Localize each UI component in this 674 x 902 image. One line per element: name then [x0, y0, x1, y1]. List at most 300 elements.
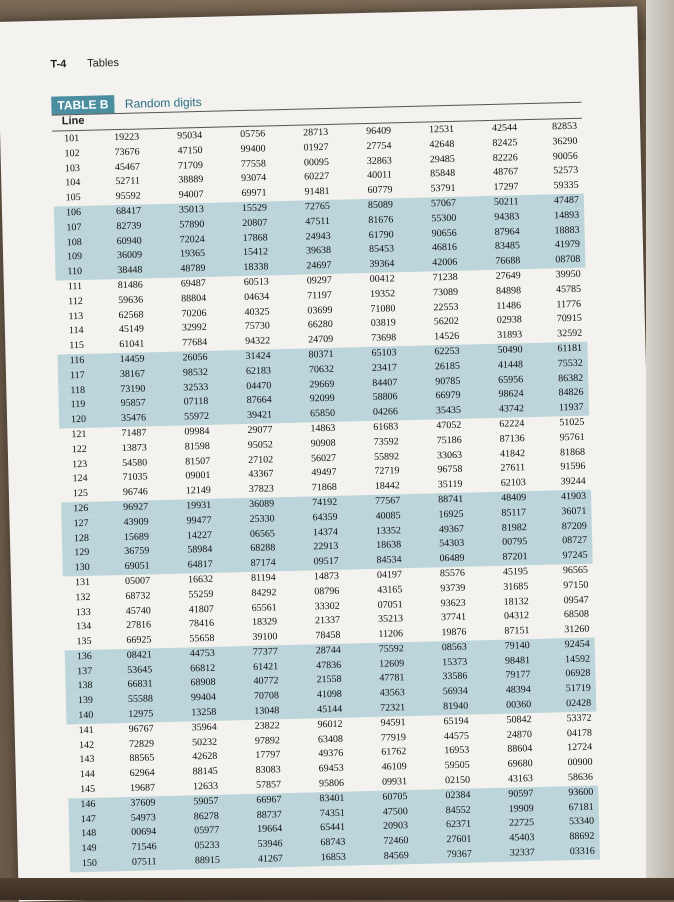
digit-group: 96927 [123, 501, 149, 513]
digit-group: 41098 [316, 689, 343, 701]
digit-group: 72829 [128, 738, 155, 750]
digit-group: 77558 [240, 158, 267, 170]
digit-group: 40325 [244, 305, 270, 318]
line-number: 146 [80, 798, 96, 811]
digit-group: 99400 [240, 143, 266, 155]
digit-group: 72460 [383, 835, 409, 848]
digit-group: 11937 [558, 401, 584, 414]
digit-group: 35213 [377, 613, 404, 626]
digit-group: 29669 [309, 378, 335, 390]
digit-group: 82226 [492, 151, 518, 164]
digit-group: 45195 [502, 566, 529, 578]
digit-group: 14459 [119, 353, 145, 366]
digit-group: 73089 [432, 286, 459, 299]
digit-group: 02150 [444, 774, 471, 787]
digit-group: 85453 [368, 243, 395, 256]
digit-group: 47150 [177, 144, 203, 157]
digit-group: 19876 [441, 626, 467, 639]
digit-group: 96758 [437, 464, 463, 476]
digit-group: 04634 [244, 291, 270, 303]
digit-group: 04312 [503, 610, 530, 623]
digit-group: 08796 [314, 585, 340, 598]
digit-group: 84569 [383, 850, 409, 862]
digit-group: 56202 [433, 316, 459, 328]
digit-group: 45467 [114, 161, 141, 173]
digit-group: 33302 [314, 600, 340, 612]
digit-group: 01927 [303, 141, 329, 154]
digit-group: 71080 [370, 302, 396, 315]
digit-group: 49367 [438, 523, 465, 535]
digit-group: 78416 [188, 618, 215, 630]
digit-group: 62253 [434, 345, 460, 358]
digit-group: 88915 [194, 854, 221, 867]
digit-group: 48789 [180, 263, 206, 275]
line-number: 150 [81, 857, 98, 870]
digit-group: 97892 [254, 734, 281, 747]
digit-group: 88804 [181, 292, 207, 305]
digit-group: 87664 [246, 394, 272, 407]
digit-group: 36071 [561, 505, 587, 518]
digit-group: 95806 [318, 777, 345, 790]
digit-group: 35476 [120, 412, 147, 425]
digit-group: 22725 [508, 817, 535, 830]
digit-group: 09517 [313, 555, 339, 568]
digit-group: 17797 [255, 749, 281, 762]
digit-group: 40085 [375, 509, 401, 522]
line-number: 113 [68, 310, 84, 322]
digit-group: 79177 [505, 669, 531, 682]
table-label: TABLE B [51, 95, 115, 115]
digit-group: 14863 [310, 422, 336, 435]
digit-group: 81507 [185, 455, 211, 468]
digit-group: 50842 [506, 713, 532, 726]
book-page [0, 6, 659, 901]
digit-group: 22913 [313, 541, 339, 553]
digit-group: 24697 [306, 260, 332, 272]
digit-group: 42006 [432, 256, 458, 269]
digit-group: 33063 [436, 449, 463, 461]
digit-group: 87174 [250, 557, 276, 570]
digit-group: 68732 [125, 590, 151, 602]
digit-group: 41267 [257, 853, 284, 865]
digit-group: 55259 [188, 588, 214, 601]
digit-group: 71197 [306, 289, 332, 302]
digit-group: 04197 [376, 569, 403, 581]
digit-group: 00360 [506, 699, 532, 711]
digit-group: 88604 [507, 743, 533, 756]
digit-group: 13352 [375, 524, 402, 537]
digit-group: 13258 [191, 706, 217, 719]
digit-group: 12531 [428, 123, 455, 136]
digit-group: 32337 [509, 847, 535, 859]
digit-group: 37823 [248, 483, 274, 496]
digit-group: 40011 [367, 169, 392, 182]
digit-group: 37741 [440, 611, 467, 624]
line-number: 139 [77, 695, 94, 707]
digit-group: 00900 [567, 756, 593, 769]
digit-group: 31424 [245, 350, 271, 362]
digit-group: 57890 [179, 218, 205, 231]
digit-group: 53946 [257, 838, 283, 851]
line-number: 135 [76, 635, 92, 648]
digit-group: 27649 [495, 270, 521, 282]
digit-group: 66967 [256, 794, 282, 806]
digit-group: 96012 [317, 718, 343, 731]
digit-group: 19664 [257, 823, 283, 836]
digit-group: 81598 [184, 440, 210, 453]
digit-group: 25330 [249, 513, 275, 525]
line-number: 129 [74, 547, 90, 559]
line-number: 104 [65, 177, 81, 189]
digit-group: 53645 [127, 664, 153, 676]
digit-group: 59636 [118, 294, 144, 306]
digit-group: 19365 [179, 248, 206, 260]
digit-group: 23417 [371, 362, 398, 374]
digit-group: 74351 [319, 807, 345, 819]
line-number: 123 [72, 458, 88, 470]
digit-group: 36009 [116, 249, 143, 262]
digit-group: 99477 [186, 514, 212, 527]
digit-group: 85576 [439, 567, 466, 580]
digit-group: 75730 [244, 320, 270, 333]
digit-group: 08421 [126, 649, 152, 661]
digit-group: 85089 [367, 199, 394, 211]
digit-group: 72719 [374, 465, 400, 478]
digit-group: 61421 [253, 660, 279, 673]
digit-group: 64359 [312, 511, 338, 524]
digit-group: 75592 [378, 643, 404, 655]
digit-group: 55300 [431, 212, 457, 225]
digit-group: 04178 [566, 727, 593, 739]
digit-group: 88741 [438, 493, 464, 506]
digit-group: 50232 [191, 736, 218, 749]
digit-group: 00795 [502, 536, 528, 549]
line-number: 116 [69, 354, 85, 367]
digit-group: 57857 [255, 779, 282, 791]
digit-group: 92454 [564, 638, 590, 651]
digit-group: 69051 [124, 560, 150, 573]
digit-group: 61683 [373, 421, 399, 433]
digit-group: 17868 [242, 231, 268, 244]
digit-group: 65441 [320, 822, 346, 834]
digit-group: 95761 [559, 431, 585, 444]
line-number: 115 [69, 340, 85, 352]
digit-group: 73676 [114, 146, 140, 158]
digit-group: 87209 [561, 520, 587, 532]
line-number: 118 [70, 384, 86, 396]
line-number: 108 [66, 236, 82, 248]
digit-group: 57067 [430, 197, 457, 210]
digit-group: 87151 [504, 625, 530, 637]
line-number: 136 [76, 650, 93, 663]
line-number: 144 [79, 769, 95, 781]
digit-group: 27611 [500, 462, 526, 475]
line-number: 141 [78, 724, 94, 737]
line-number: 140 [78, 709, 94, 722]
digit-group: 84534 [376, 554, 402, 566]
line-number: 117 [69, 369, 85, 382]
digit-group: 65956 [498, 373, 524, 386]
digit-group: 44753 [189, 647, 215, 660]
digit-group: 49376 [318, 748, 344, 760]
line-number: 114 [68, 325, 84, 337]
digit-group: 43163 [507, 773, 534, 785]
digit-group: 96767 [128, 723, 154, 735]
digit-group: 69487 [180, 277, 206, 290]
line-number: 145 [79, 783, 96, 796]
digit-group: 81982 [501, 521, 527, 534]
digit-group: 61181 [557, 342, 583, 355]
digit-group: 60513 [243, 276, 269, 288]
line-number: 103 [64, 162, 81, 174]
digit-group: 97245 [562, 549, 588, 562]
digit-group: 55658 [189, 632, 215, 645]
digit-group: 03699 [307, 304, 333, 317]
digit-group: 12609 [379, 657, 405, 670]
line-number: 143 [79, 754, 95, 766]
digit-group: 65103 [371, 347, 397, 359]
digit-group: 66831 [127, 678, 153, 691]
digit-group: 53340 [568, 816, 595, 828]
digit-group: 53791 [430, 182, 456, 195]
digit-group: 67181 [568, 801, 594, 813]
digit-group: 71238 [432, 271, 458, 284]
digit-group: 51719 [565, 682, 591, 695]
digit-group: 68508 [563, 608, 590, 621]
digit-group: 45149 [118, 323, 145, 336]
digit-group: 21558 [316, 674, 342, 686]
digit-group: 77377 [252, 646, 278, 658]
digit-group: 20903 [382, 820, 409, 833]
digit-group: 71546 [131, 841, 157, 854]
digit-group: 69680 [507, 758, 533, 770]
digit-group: 39421 [246, 409, 273, 422]
digit-group: 39364 [369, 258, 395, 271]
digit-group: 98624 [498, 388, 524, 401]
digit-group: 61041 [119, 338, 145, 351]
digit-group: 76688 [495, 255, 521, 268]
line-number: 112 [68, 295, 83, 308]
digit-group: 50490 [497, 344, 523, 356]
digit-group: 87136 [499, 432, 525, 445]
line-number: 134 [76, 621, 92, 633]
line-number: 148 [81, 828, 97, 840]
digit-group: 45740 [125, 604, 151, 617]
digit-group: 68743 [320, 836, 346, 849]
digit-group: 38448 [117, 264, 143, 277]
digit-group: 16853 [320, 851, 346, 864]
line-number: 147 [80, 813, 96, 825]
digit-group: 72321 [380, 702, 406, 714]
digit-group: 48409 [500, 492, 527, 504]
digit-group: 05977 [194, 825, 220, 837]
digit-group: 15412 [242, 246, 269, 259]
digit-group: 55892 [373, 450, 400, 463]
digit-group: 24870 [506, 728, 533, 741]
digit-group: 02428 [566, 697, 592, 710]
digit-group: 64817 [187, 558, 213, 571]
digit-group: 54973 [130, 811, 156, 824]
digit-group: 59057 [193, 795, 219, 808]
digit-group: 51025 [559, 416, 585, 429]
digit-group: 97150 [563, 579, 589, 591]
digit-group: 03819 [370, 317, 396, 330]
digit-group: 45144 [317, 703, 343, 716]
digit-group: 78458 [315, 629, 341, 642]
digit-group: 81194 [250, 572, 276, 584]
digit-group: 93600 [568, 786, 594, 799]
line-number: 138 [77, 680, 93, 692]
digit-group: 94591 [380, 717, 406, 729]
digit-group: 06489 [439, 552, 465, 565]
digit-group: 60940 [116, 235, 142, 247]
digit-group: 95857 [120, 397, 146, 410]
digit-group: 90908 [310, 437, 336, 450]
digit-group: 12724 [567, 742, 593, 754]
digit-group: 19687 [129, 782, 156, 794]
digit-group: 58636 [567, 771, 594, 784]
digit-group: 68908 [190, 677, 216, 689]
digit-group: 14526 [434, 330, 460, 343]
digit-group: 36290 [552, 135, 578, 148]
digit-group: 95034 [177, 129, 203, 142]
digit-group: 11776 [556, 298, 582, 310]
digit-group: 69971 [241, 187, 267, 200]
digit-group: 07051 [377, 598, 403, 611]
digit-group: 82425 [492, 137, 518, 149]
digit-group: 74192 [312, 496, 338, 509]
line-number: 133 [75, 606, 91, 618]
digit-group: 86382 [558, 372, 584, 384]
digit-group: 02938 [496, 314, 522, 327]
digit-group: 12975 [128, 708, 154, 721]
digit-group: 05756 [240, 128, 266, 141]
digit-group: 43563 [379, 687, 405, 700]
digit-group: 66979 [435, 390, 461, 402]
line-number: 106 [65, 206, 82, 219]
digit-group: 65850 [309, 407, 336, 420]
digit-group: 98532 [182, 366, 209, 379]
digit-group: 41979 [554, 239, 581, 251]
digit-group: 95592 [115, 190, 141, 203]
digit-group: 71487 [121, 427, 147, 439]
digit-group: 12149 [185, 484, 211, 497]
digit-group: 14873 [313, 570, 340, 583]
digit-group: 08727 [562, 535, 588, 547]
digit-group: 13873 [121, 442, 147, 454]
digit-group: 70206 [181, 307, 207, 320]
digit-group: 42544 [491, 122, 518, 134]
digit-group: 55972 [183, 411, 210, 423]
line-number: 128 [73, 532, 90, 544]
line-number: 109 [66, 251, 83, 263]
digit-group: 68288 [250, 542, 276, 555]
line-number: 142 [78, 739, 95, 751]
digit-group: 27754 [366, 140, 392, 152]
digit-group: 92099 [309, 393, 335, 405]
digit-group: 87201 [502, 551, 528, 563]
digit-group: 84407 [372, 376, 398, 389]
digit-group: 60779 [367, 184, 393, 197]
digit-group: 90785 [435, 375, 461, 387]
digit-group: 19931 [186, 499, 212, 512]
digit-group: 96565 [562, 564, 589, 577]
digit-group: 73190 [120, 382, 146, 395]
digit-group: 28744 [315, 644, 341, 657]
digit-group: 54580 [122, 456, 148, 469]
digit-group: 19909 [508, 802, 534, 815]
line-number: 110 [67, 266, 83, 278]
digit-group: 52573 [553, 165, 579, 177]
digit-group: 66280 [307, 319, 333, 331]
digit-group: 32533 [183, 381, 209, 394]
digit-group: 81868 [559, 446, 586, 458]
digit-group: 88145 [192, 766, 218, 778]
digit-group: 84898 [495, 285, 522, 297]
digit-group: 93623 [440, 597, 466, 609]
digit-group: 98481 [504, 654, 531, 667]
digit-group: 13048 [254, 705, 280, 717]
digit-group: 16632 [187, 573, 214, 586]
digit-group: 36759 [124, 545, 150, 558]
digit-group: 18638 [376, 539, 402, 552]
digit-group: 12633 [192, 780, 219, 793]
digit-group: 09547 [563, 594, 589, 606]
line-number: 101 [64, 132, 80, 145]
digit-group: 41807 [188, 603, 214, 615]
digit-group: 47511 [305, 215, 331, 228]
digit-group: 04266 [372, 406, 399, 419]
digit-group: 35435 [435, 404, 462, 417]
digit-group: 32992 [181, 322, 208, 334]
digit-group: 02384 [445, 789, 471, 802]
digit-group: 68417 [115, 205, 142, 218]
digit-group: 43742 [498, 403, 525, 415]
digit-group: 46816 [431, 242, 458, 254]
digit-group: 24709 [308, 333, 334, 346]
digit-group: 19223 [114, 131, 140, 144]
digit-group: 18338 [243, 261, 269, 274]
digit-group: 08708 [555, 253, 581, 266]
digit-group: 46109 [381, 761, 407, 774]
digit-group: 07511 [131, 856, 157, 868]
digit-group: 32863 [366, 154, 392, 167]
digit-group: 83485 [494, 240, 521, 253]
digit-group: 95052 [247, 439, 273, 451]
digit-group: 48767 [493, 166, 519, 179]
digit-group: 19352 [369, 288, 396, 300]
digit-group: 82853 [551, 120, 578, 133]
digit-group: 90656 [431, 227, 457, 239]
digit-group: 62224 [499, 418, 525, 430]
digit-group: 71868 [311, 481, 337, 494]
digit-group: 06565 [249, 527, 276, 540]
digit-group: 83401 [319, 792, 345, 805]
digit-group: 23822 [254, 720, 280, 732]
digit-group: 03316 [569, 845, 595, 858]
digit-group: 08563 [441, 641, 467, 654]
line-number: 131 [74, 576, 91, 589]
digit-group: 58806 [372, 391, 398, 404]
digit-group: 29485 [429, 153, 455, 166]
table-name: Random digits [124, 94, 202, 111]
digit-group: 31893 [497, 329, 523, 341]
digit-group: 43165 [377, 583, 403, 596]
digit-group: 94383 [494, 211, 520, 223]
line-column-header: Line [61, 114, 85, 128]
digit-group: 80371 [308, 348, 334, 361]
digit-group: 86278 [193, 810, 219, 823]
